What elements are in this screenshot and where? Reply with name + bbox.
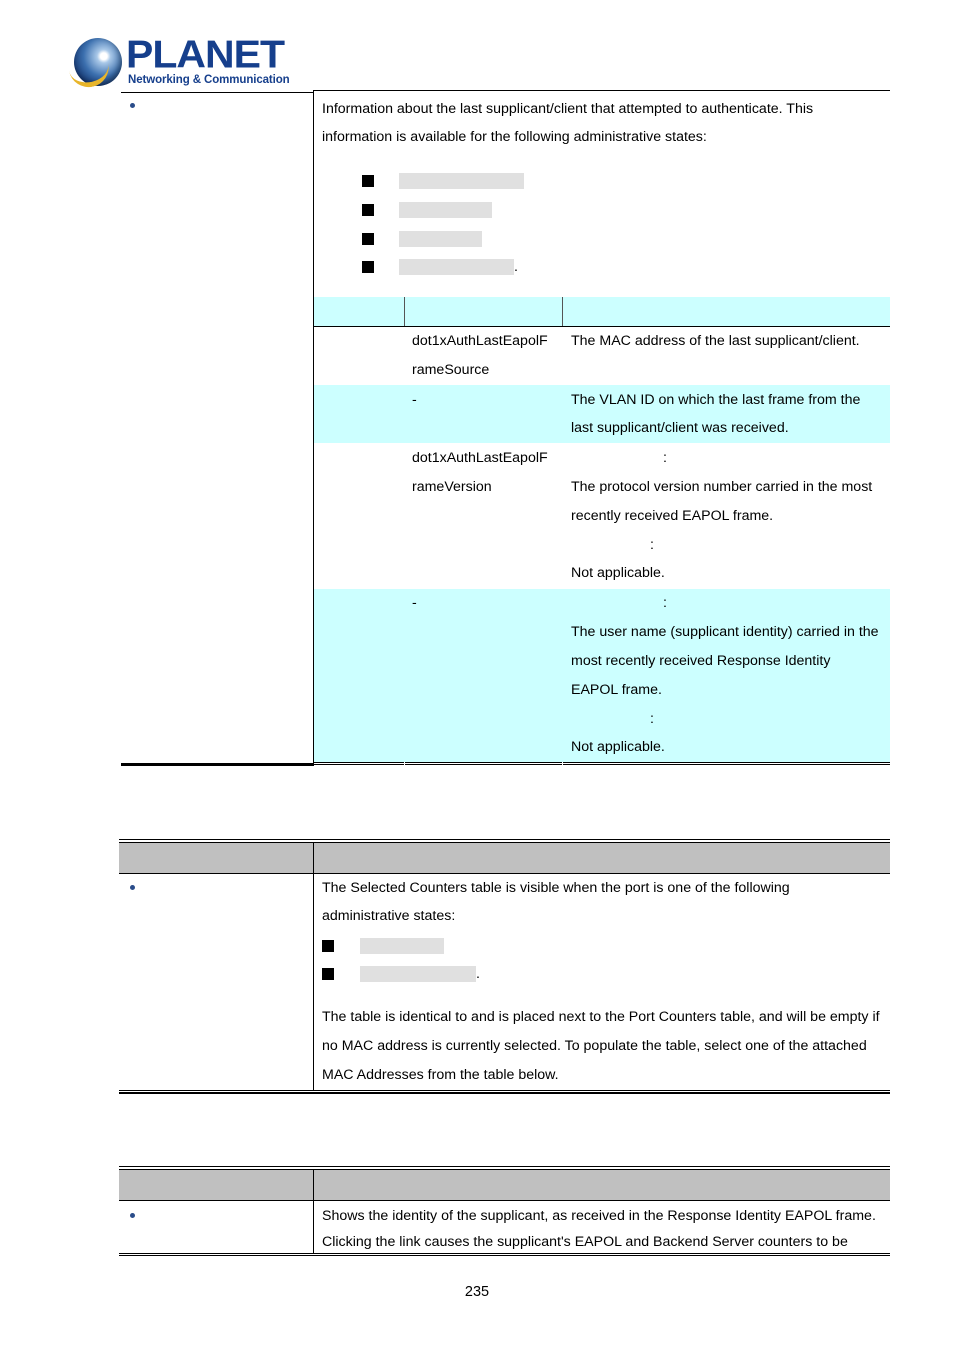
table2-para-line3: MAC Addresses from the table below. [322, 1067, 559, 1083]
row2-desc-line2: last supplicant/client was received. [571, 420, 789, 436]
table3-bottom-border-2 [119, 1255, 890, 1256]
table2-para-line2: no MAC address is currently selected. To populate the table, select one of the attached [322, 1038, 867, 1054]
square-bullet-icon [322, 968, 334, 980]
bullet-icon [130, 1213, 135, 1218]
row3-desc-line5: Not applicable. [571, 565, 665, 581]
row3-desc-line3: recently received EAPOL frame. [571, 508, 774, 524]
inner-table-header [314, 297, 890, 326]
table3-bottom-border [119, 1253, 890, 1254]
table3-top-border [119, 1166, 890, 1167]
inner-col-sep [562, 297, 563, 326]
table3-header [119, 1169, 890, 1200]
row4-desc-line3: most recently received Response Identity [571, 653, 831, 669]
table1-bottom-border-left [121, 763, 313, 766]
square-bullet-icon [362, 233, 374, 245]
page-number: 235 [464, 1284, 490, 1300]
square-bullet-icon [322, 940, 334, 952]
table3-line1: Shows the identity of the supplicant, as received in the Response Identity EAPOL frame. [322, 1208, 876, 1224]
row3-object-line2: rameVersion [412, 479, 492, 495]
brand-tagline: Networking & Communication [128, 74, 290, 86]
row4-desc-line4: EAPOL frame. [571, 682, 662, 698]
square-bullet-icon [362, 261, 374, 273]
table2-header [119, 842, 890, 873]
row1-object-line2: rameSource [412, 362, 490, 378]
border-gap [562, 762, 563, 765]
table1-intro-line2: information is available for the following administrative states: [322, 129, 707, 145]
table1-bottom-border [314, 762, 890, 763]
list-period: . [514, 259, 518, 275]
table2-para-line1: The table is identical to and is placed next to the Port Counters table, and will be empty if [322, 1009, 880, 1025]
row4-object: - [412, 595, 417, 611]
table1-intro-line1: Information about the last supplicant/client that attempted to authenticate. This [322, 101, 814, 117]
table2-divider [313, 842, 314, 1090]
square-bullet-icon [362, 175, 374, 187]
table2-bottom-border [119, 1090, 890, 1091]
row3-desc-line4: : [650, 537, 654, 553]
row3-desc-line2: The protocol version number carried in the most [571, 479, 873, 495]
table3-line2: Clicking the link causes the supplicant's EAPOL and Backend Server counters to be [322, 1234, 848, 1250]
row4-desc-line5: : [650, 711, 654, 727]
row4-desc-line6: Not applicable. [571, 739, 665, 755]
square-bullet-icon [362, 204, 374, 216]
row2-desc-line1: The VLAN ID on which the last frame from the [571, 392, 861, 408]
border-gap [404, 762, 405, 765]
row4-desc-line2: The user name (supplicant identity) carried in the [571, 624, 879, 640]
list-period: . [476, 966, 480, 982]
row3-object-line1: dot1xAuthLastEapolF [412, 450, 548, 466]
bullet-icon [130, 885, 135, 890]
row1-desc-line1: The MAC address of the last supplicant/client. [571, 333, 860, 349]
state-item [360, 966, 476, 982]
state-item [399, 231, 482, 247]
bullet-icon [130, 103, 135, 108]
table2-top-border-2 [119, 842, 890, 843]
table3-top-border-2 [119, 1169, 890, 1170]
inner-col-sep [404, 297, 405, 326]
brand-name: PLANET [126, 32, 284, 76]
table2-top-border [119, 839, 890, 840]
table3-header-rule [119, 1200, 890, 1201]
state-item [399, 259, 514, 275]
row3-desc-line1: : [663, 450, 667, 466]
table2-bottom-border-2 [119, 1092, 890, 1094]
table3-divider [313, 1169, 314, 1253]
table2-line1: The Selected Counters table is visible when the port is one of the following [322, 880, 790, 896]
table1-top-border [313, 90, 890, 91]
state-item [360, 938, 444, 954]
row1-object-line1: dot1xAuthLastEapolF [412, 333, 548, 349]
table1-left-top-border [121, 92, 313, 93]
row4-desc-line1: : [663, 595, 667, 611]
state-item [399, 202, 492, 218]
state-item [399, 173, 524, 189]
table1-bottom-border-2 [314, 764, 890, 765]
row2-object: - [412, 392, 417, 408]
table2-line2: administrative states: [322, 908, 456, 924]
